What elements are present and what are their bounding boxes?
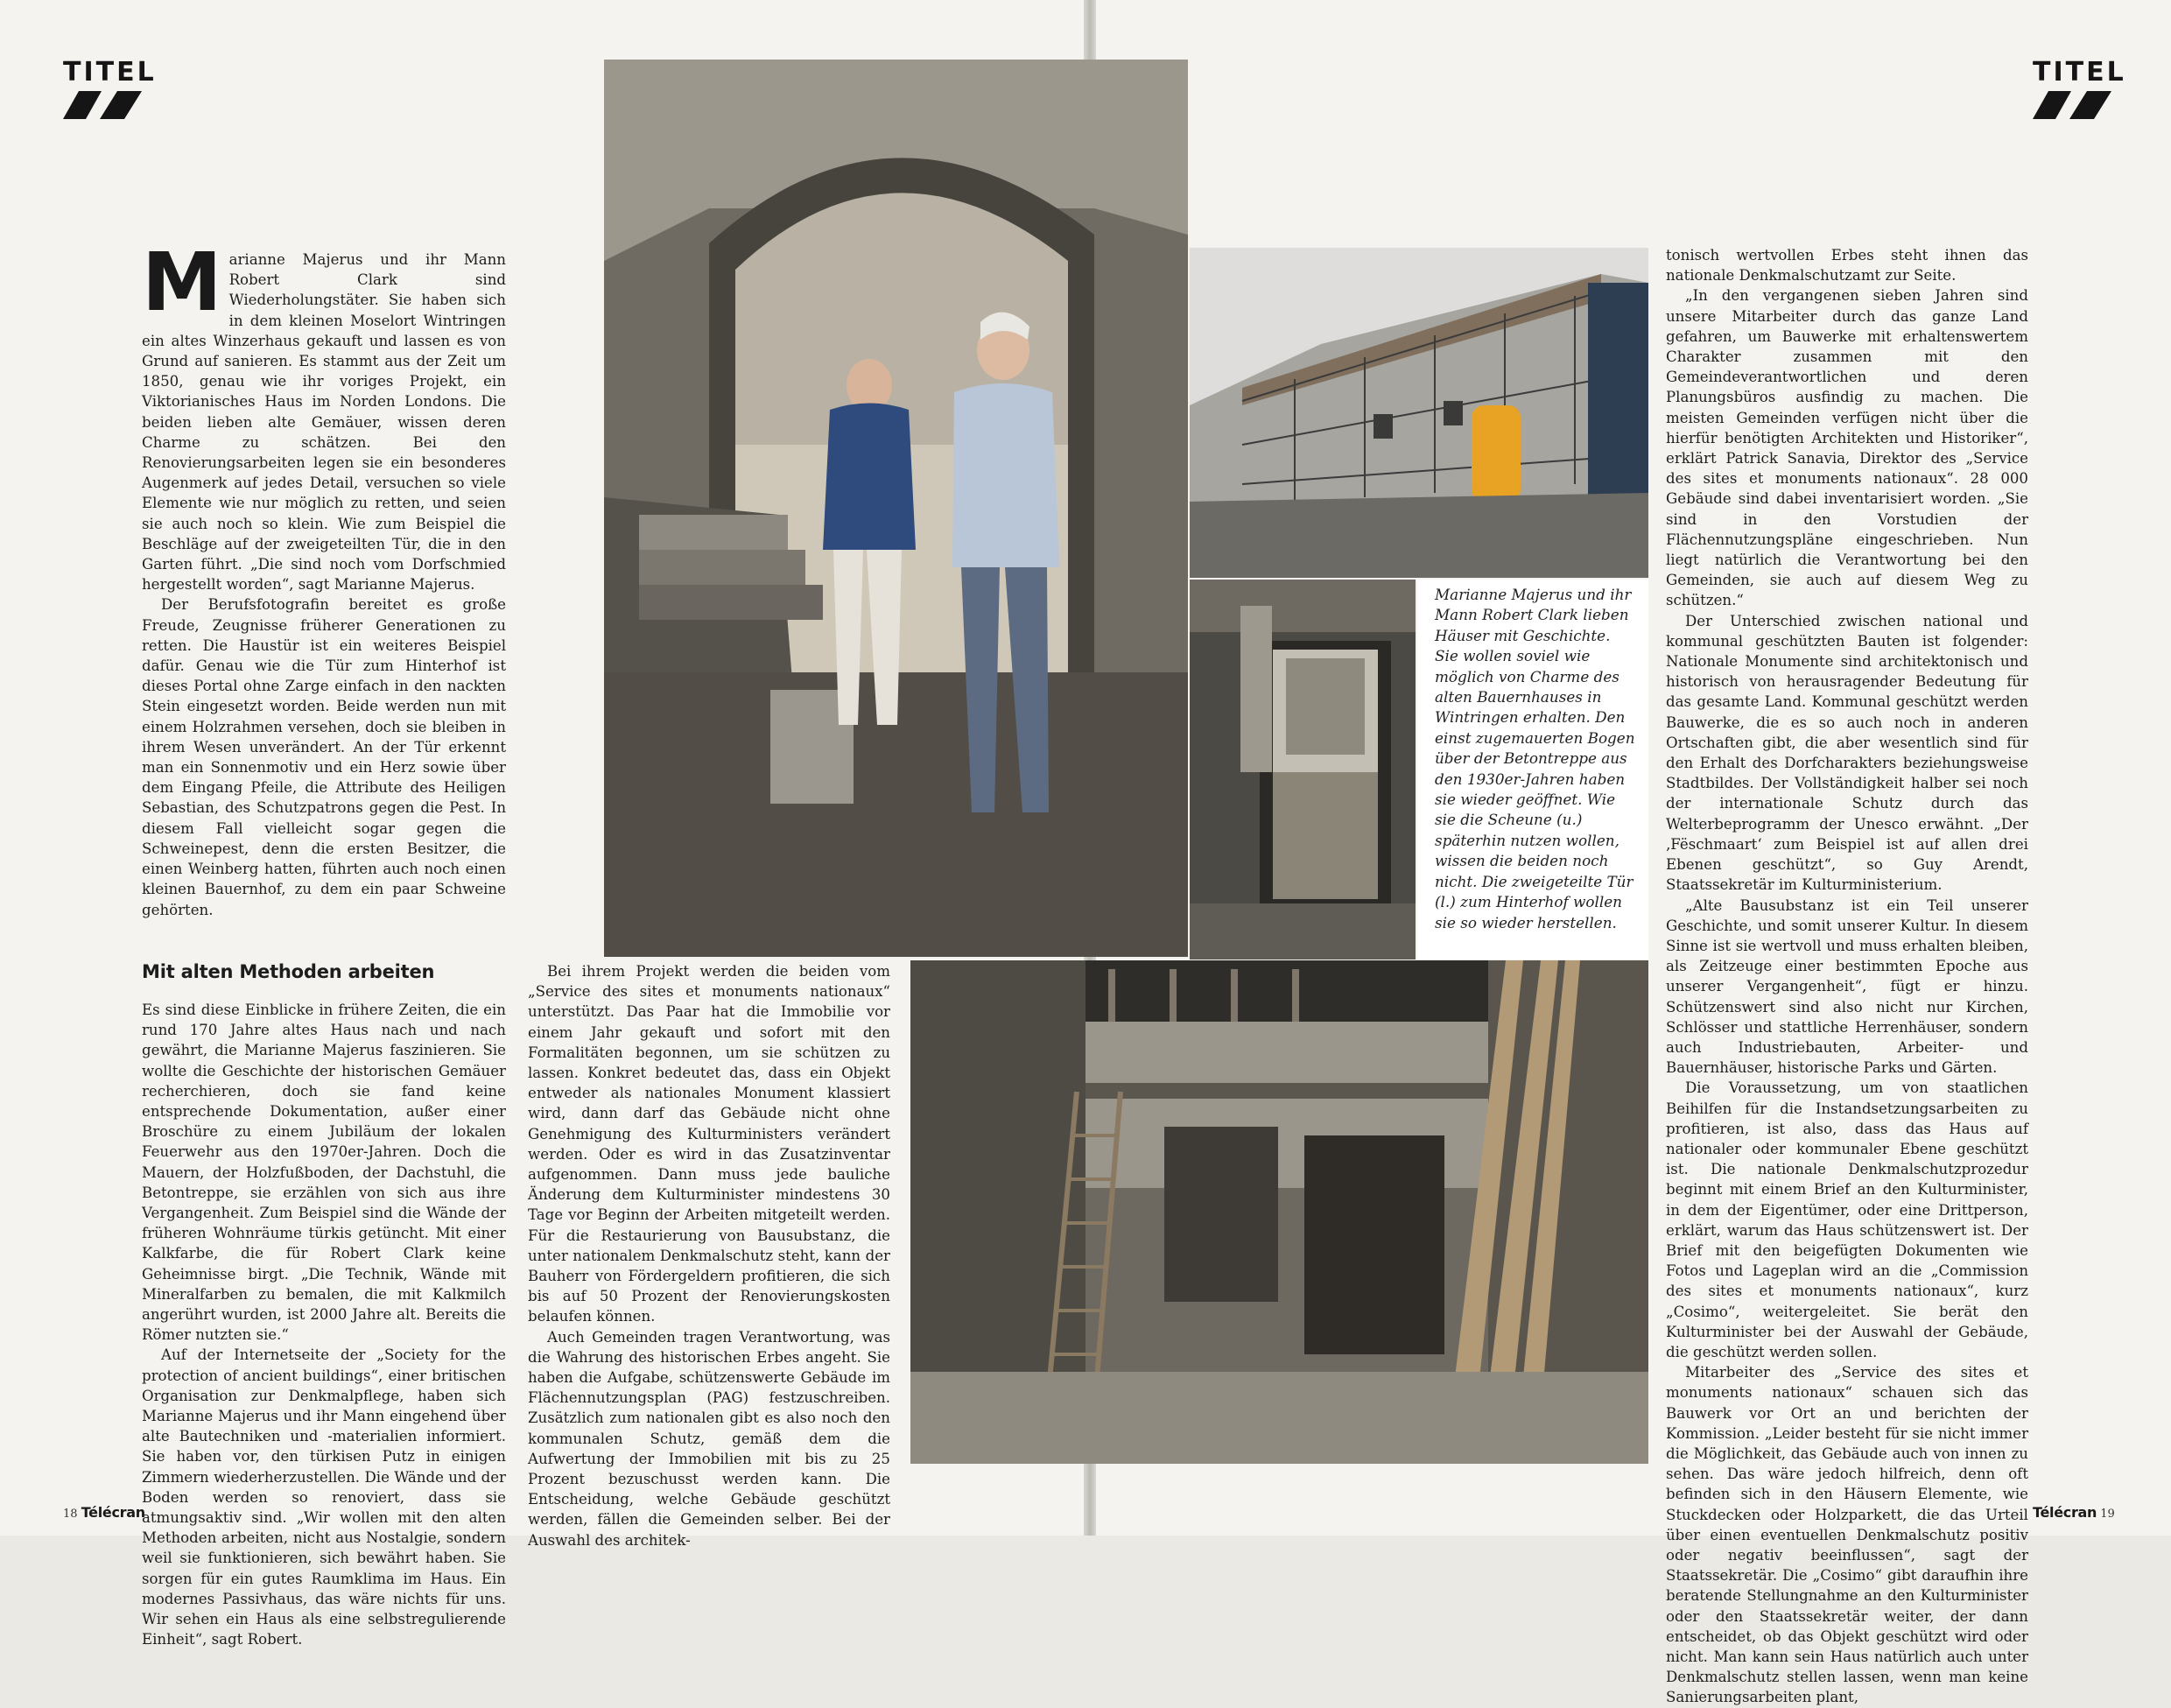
photo-couple-illustration: [604, 60, 1188, 957]
rubric-right: [2033, 57, 2126, 123]
page-number: 18: [63, 1508, 78, 1521]
lead-paragraph: [142, 235, 506, 594]
lead-text: arianne Majerus und ihr Mann Robert Clark sind Wiederholungstäter. Sie haben sich in dem kleinen Moselort Wintringen ein altes Winzerhaus gekauft und lassen es von Grund auf sanieren. Es stammt aus der Zeit um 1850, genau wie ihr voriges Projekt, ein Viktorianisches Haus im Norden Londons. Die beiden lieben alte Gemäuer, wissen deren Charme zu schätzen. Bei den Renovierungsarbeiten legen sie ein besonderes Augenmerk auf jedes Detail, versuchen so viele Elemente wie nur möglich zu retten, und seien sie auch noch so klein. Wie zum Beispiel die Beschläge auf der zweigeteilten Tür, die in den Garten führt. „Die sind noch vom Dorfschmied hergestellt worden“, sagt Marianne Majerus.: [142, 251, 506, 594]
drop-cap: M: [142, 235, 222, 329]
body-paragraph: Bei ihrem Projekt werden die beiden vom „Service des sites et monuments nationaux“ unterstützt. Das Paar hat die Immobilie vor einem Jahr gekauft und sofort mit den Formalitäten begonnen, um sie schützen zu lassen. Konkret bedeutet das, dass ein Objekt entweder als nationales Monument klassiert wird, dann darf das Gebäude nicht ohne Genehmigung des Kulturministers verändert werden. Oder es wird in das Zusatzinventar aufgenommen. Dann muss jede bauliche Änderung dem Kulturminister mindestens 30 Tage vor Beginn der Arbeiten mitgeteilt werden. Für die Restaurierung von Bausubstanz, die unter nationalem Denkmalschutz steht, kann der Bauherr von Fördergeldern profitieren, die sich bis auf 50 Prozent der Renovierungskosten belaufen können.: [528, 963, 890, 1325]
photo-couple-in-vaulted-cellar: [604, 60, 1188, 957]
section-subheading: Mit alten Methoden arbeiten: [142, 960, 435, 982]
body-paragraph: tonisch wertvollen Erbes steht ihnen das nationale Denkmalschutzamt zur Seite.: [1666, 247, 2028, 285]
folio-right: [2033, 1504, 2115, 1521]
quote-mark-icon: [63, 91, 142, 119]
photo-facade-illustration: [1190, 248, 1648, 578]
body-paragraph: Mitarbeiter des „Service des sites et monuments nationaux“ schauen sich das Bauwerk vor Ort an und berichten der Kommission. „Leider besteht für sie nicht immer die Möglichkeit, das Gebäude auch von innen zu sehen. Das wäre jedoch hilfreich, denn oft befinden sich in den Häusern Elemente, wie Stuckdecken oder Holzparkett, die das Urteil über einen eventuellen Denkmalschutz positiv oder negativ beeinflussen“, sagt der Staatssekretär. Die „Cosimo“ gibt daraufhin ihre beratende Stellungnahme an den Kulturminister oder den Staatssekretär weiter, der dann entscheidet, ob das Objekt geschützt wird oder nicht. Man kann sein Haus natürlich auch unter Denkmalschutz stellen lassen, wenn man keine Sanierungsarbeiten plant,: [1666, 1364, 2028, 1706]
body-paragraph: Die Voraussetzung, um von staatlichen Beihilfen für die Instandsetzungsarbeiten zu profitieren, ist also, dass das Haus auf nationaler oder kommunaler Ebene geschützt ist. Die nationale Denkmalschutzprozedur beginnt mit einem Brief an den Kulturminister, in dem der Eigentümer, oder eine Drittperson, erklärt, warum das Haus schützenswert ist. Der Brief mit den beigefügten Dokumenten wie Fotos und Lageplan wird an die „Commission des sites et monuments nationaux“, kurz „Cosimo“, weitergeleitet. Sie berät den Kulturminister bei der Auswahl der Gebäude, die geschützt werden sollen.: [1666, 1079, 2028, 1360]
article-column-3: [1666, 245, 2028, 1708]
page-number: 19: [2100, 1508, 2115, 1521]
article-column-2: [528, 961, 890, 1550]
photo-caption-box: [1417, 580, 1648, 959]
folio-left: [63, 1504, 145, 1521]
photo-caption: Marianne Majerus und ihr Mann Robert Clark lieben Häuser mit Geschichte. Sie wollen soviel wie möglich von Charme des alten Bauernhauses in Wintringen erhalten. Den einst zugemauerten Bogen über der Betontreppe aus den 1930er-Jahren haben sie wieder geöffnet. Wie sie die Scheune (u.) späterhin nutzen wollen, wissen die beiden noch nicht. Die zweigeteilte Tür (l.) zum Hinterhof wollen sie so wieder herstellen.: [1435, 586, 1635, 931]
photo-door-illustration: [1190, 580, 1416, 959]
quote-mark-icon: [2033, 91, 2111, 119]
article-column-1: [142, 235, 506, 1649]
magazine-logo: Télécran: [81, 1504, 145, 1521]
photo-barn-interior: [910, 960, 1648, 1464]
body-paragraph: Der Berufsfotografin bereitet es große Freude, Zeugnisse früherer Generationen zu retten. Die Haustür ist ein weiteres Beispiel dafür. Genau wie die Tür zum Hinterhof ist dieses Portal ohne Zarge einfach in den nackten Stein eingesetzt worden. Beide werden nun mit einem Holzrahmen versehen, doch sie bleiben in ihrem Wesen unverändert. An der Tür erkennt man ein Sonnenmotiv und ein Herz sowie über dem Eingang Pfeile, die Attribute des Heiligen Sebastian, des Schutzpatrons gegen die Pest. In diesem Fall vielleicht sogar gegen die Schweinepest, denn die ersten Besitzer, die einen Weinberg hatten, führten auch noch einen kleinen Bauernhof, zu dem ein paar Schweine gehörten.: [142, 596, 506, 918]
rubric-left-label: TITEL: [63, 57, 157, 88]
photo-barn-illustration: [910, 960, 1648, 1464]
body-paragraph: Der Unterschied zwischen national und kommunal geschützten Bauten ist folgender: Nationale Monumente sind architektonisch und historisch von herausragender Bedeutung für das gesamte Land. Kommunal geschützt werden Bauwerke, die es so auch noch in anderen Ortschaften gibt, die aber wesentlich sind für den Erhalt des Dorfcharakters beziehungsweise Stadtbildes. Der Vollständigkeit halber sei noch der internationale Schutz durch das Welterbeprogramm der Unesco erwähnt. „Der ‚Fëschmaart‘ zum Beispiel ist auf allen drei Ebenen geschützt“, so Guy Arendt, Staatssekretär im Kulturministerium.: [1666, 612, 2028, 894]
magazine-logo: Télécran: [2033, 1504, 2097, 1521]
body-paragraph: Auch Gemeinden tragen Verantwortung, was die Wahrung des historischen Erbes angeht. Sie haben die Aufgabe, schützenswerte Gebäude im Flächennutzungsplan (PAG) festzuschreiben. Zusätzlich zum nationalen gibt es also noch den kommunalen Schutz, gemäß dem die Aufwertung der Immobilien mit bis zu 25 Prozent bezuschusst werden kann. Die Entscheidung, welche Gebäude geschützt werden, fällen die Gemeinden selber. Bei der Auswahl des architek-: [528, 1328, 890, 1549]
photo-house-facade-scaffolding: [1190, 248, 1648, 578]
body-paragraph: Auf der Internetseite der „Society for the protection of ancient buildings“, einer britischen Organisation zur Denkmalpflege, haben sich Marianne Majerus und ihr Mann eingehend über alte Bautechniken und -materialien informiert. Sie haben vor, den türkisen Putz in einigen Zimmern wiederherzustellen. Die Wände und der Boden werden so renoviert, dass sie atmungsaktiv sind. „Wir wollen mit den alten Methoden arbeiten, nicht aus Nostalgie, sondern weil sie funktionieren, sich bewährt haben. Sie sorgen für ein gutes Raumklima im Haus. Ein modernes Passivhaus, das wäre nichts für uns. Wir sehen ein Haus als eine selbstregulierende Einheit“, sagt Robert.: [142, 1346, 506, 1648]
body-paragraph: „In den vergangenen sieben Jahren sind unsere Mitarbeiter durch das ganze Land gefahren, um Bauwerke mit erhaltenswertem Charakter zusammen mit den Gemeindeverantwortlichen und deren Planungsbüros ausfindig zu machen. Die meisten Gemeinden verfügen nicht über die hierfür benötigten Architekten und Historiker“, erklärt Patrick Sanavia, Direktor des „Service des sites et monuments nationaux“. 28 000 Gebäude sind dabei inventarisiert worden. „Sie sind in den Vorstudien der Flächennutzungspläne eingeschrieben. Nun liegt natürlich die Verantwortung bei den Gemeinden, sie auch auf diesem Weg zu schützen.“: [1666, 287, 2028, 609]
rubric-left: [63, 57, 157, 123]
body-paragraph: „Alte Bausubstanz ist ein Teil unserer Geschichte, und somit unserer Kultur. In diesem Sinne ist sie wertvoll und muss erhalten bleiben, als Zeitzeuge einer bestimmten Epoche aus unserer Vergangenheit“, fügt er hinzu. Schützenswert sind also nicht nur Kirchen, Schlösser und stattliche Herrenhäuser, sondern auch Industriebauten, Arbeiter- und Bauernhäuser, historische Parks und Gärten.: [1666, 896, 2028, 1077]
rubric-right-label: TITEL: [2033, 57, 2126, 88]
body-paragraph: Es sind diese Einblicke in frühere Zeiten, die ein rund 170 Jahre altes Haus nach und nach gewährt, die Marianne Majerus faszinieren. Sie wollte die Geschichte der historischen Gemäuer recherchieren, doch sie fand keine entsprechende Dokumentation, außer einer Broschüre zu einem Jubiläum der lokalen Feuerwehr aus den 1970er-Jahren. Doch die Mauern, der Holzfußboden, der Dachstuhl, die Betontreppe, sie erzählen von sich aus ihre Vergangenheit. Zum Beispiel sind die Wände der früheren Wohnräume türkis getüncht. Mit einer Kalkfarbe, die für Robert Clark keine Geheimnisse birgt. „Die Technik, Wände mit Mineralfarben zu bemalen, die mit Kalkmilch angerührt wurden, ist 2000 Jahre alt. Bereits die Römer nutzten sie.“: [142, 1001, 506, 1344]
photo-split-door-to-backyard: [1190, 580, 1416, 959]
